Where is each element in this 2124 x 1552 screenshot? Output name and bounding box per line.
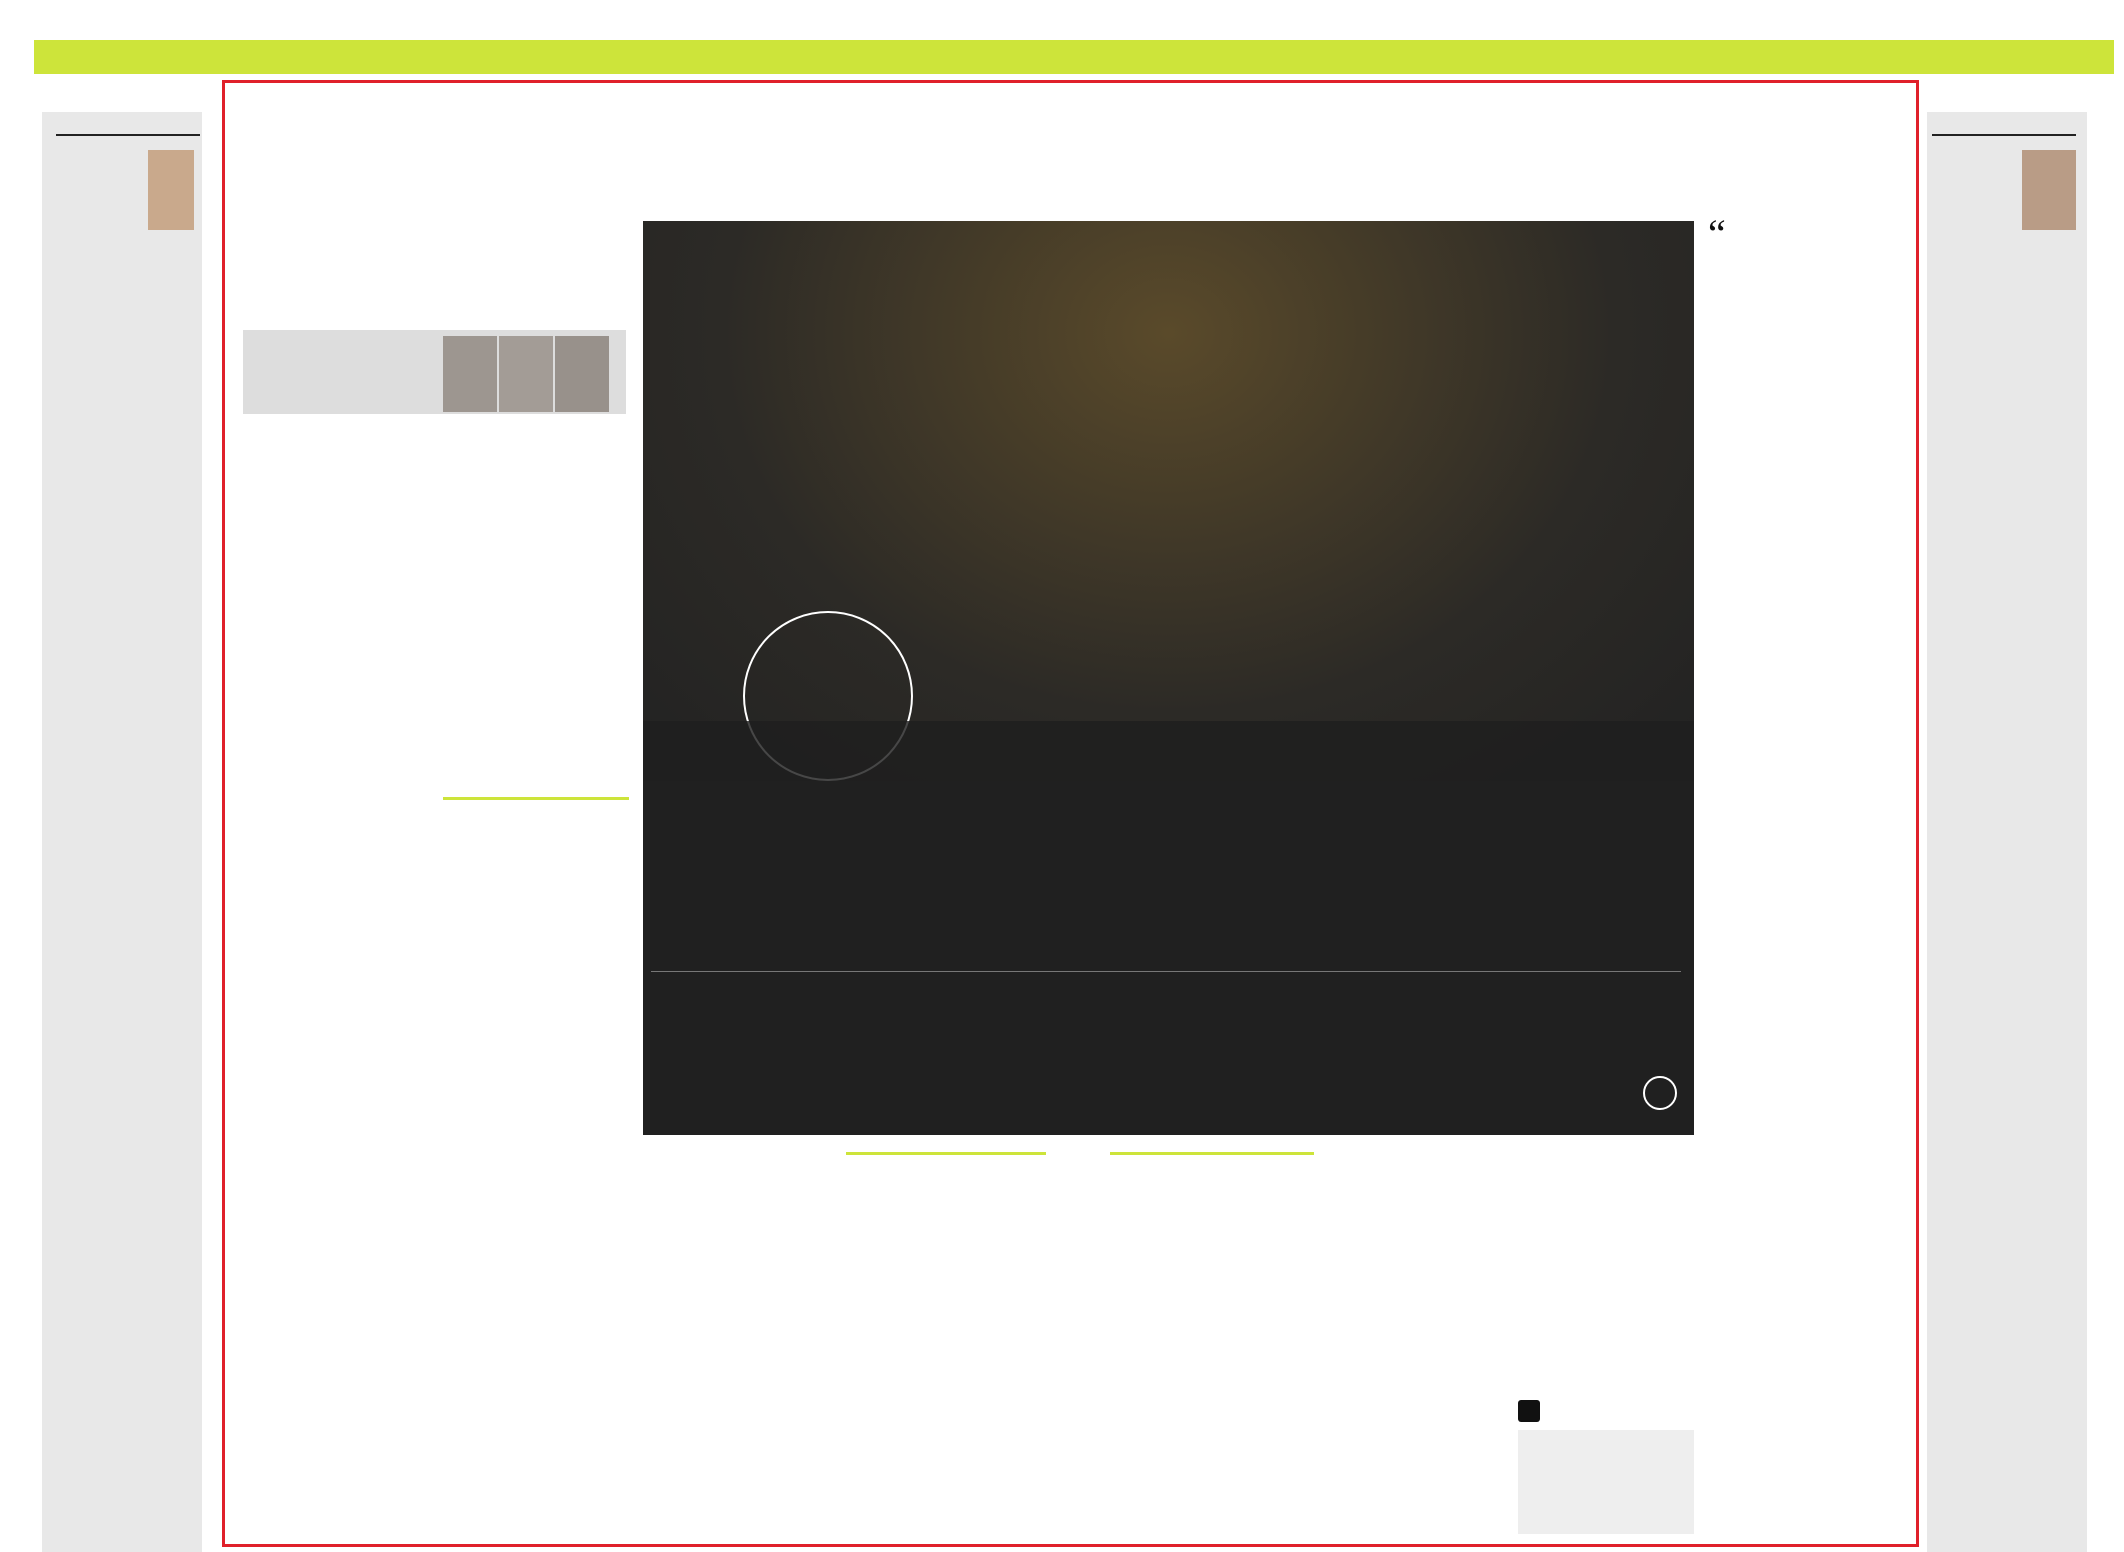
author-sketch — [555, 336, 609, 412]
divider — [443, 797, 629, 800]
en-definitiva-icon — [1518, 1400, 1540, 1422]
masthead-bar — [34, 40, 2114, 74]
article-column-2 — [443, 448, 629, 778]
infographic — [643, 221, 1694, 1135]
author-sketch — [499, 336, 553, 412]
divider — [56, 134, 200, 136]
logo-badge — [1643, 1076, 1677, 1110]
right-sidebar — [1927, 112, 2087, 1552]
article-column-4 — [846, 1372, 1042, 1532]
article-column-1b — [243, 1388, 429, 1534]
author-photo — [148, 150, 194, 230]
logo — [42, 40, 76, 74]
article-column-7 — [1518, 1148, 1694, 1378]
en-definitiva-box — [1518, 1430, 1694, 1534]
quote-mark-icon: “ — [1708, 211, 1726, 256]
divider — [1932, 134, 2076, 136]
divider — [651, 971, 1681, 972]
author-sketch — [443, 336, 497, 412]
left-sidebar — [42, 112, 202, 1552]
article-column-2b — [443, 1018, 629, 1534]
author-photo — [2022, 150, 2076, 230]
infographic-panel — [643, 721, 1694, 1135]
article-column-3 — [643, 1148, 833, 1378]
article-column-3b — [643, 1398, 833, 1534]
article-column-6 — [1320, 1148, 1506, 1534]
article-column-5 — [1110, 1380, 1306, 1532]
byline-box — [243, 330, 626, 414]
article-column-1 — [243, 448, 429, 1368]
divider — [846, 1152, 1046, 1155]
divider — [1110, 1152, 1314, 1155]
